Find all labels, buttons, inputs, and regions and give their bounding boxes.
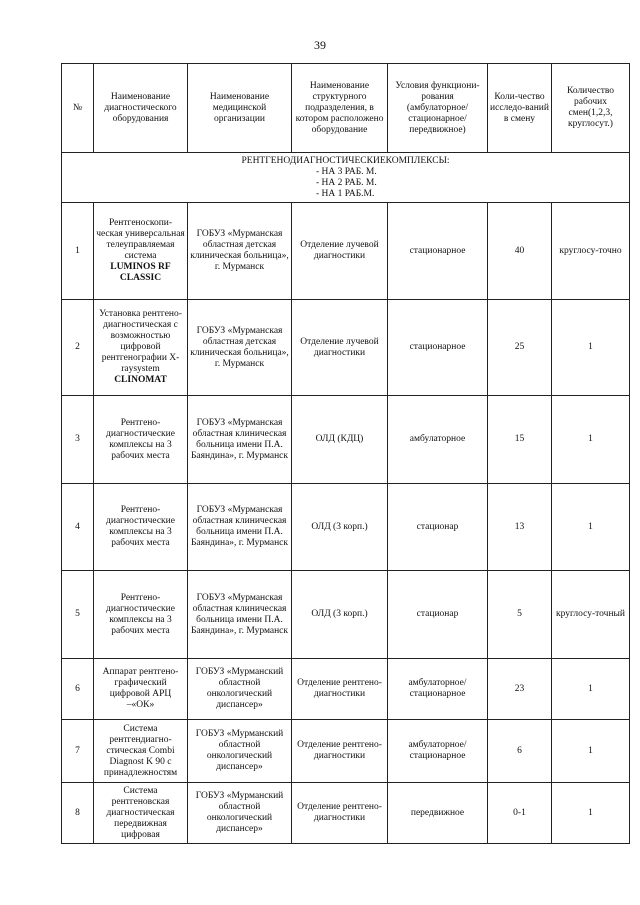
cell-org: ГОБУЗ «Мурманский областной онкологический диспансер»: [188, 783, 292, 844]
table-row: [62, 659, 630, 720]
header-row: [62, 64, 630, 153]
section-line: - НА 2 РАБ. М.: [316, 177, 377, 188]
cell-conditions: стационарное: [388, 203, 488, 300]
cell-conditions: стационарное: [388, 300, 488, 396]
equipment-name: Рентгено-диагностические комплексы на 3 рабочих места: [106, 417, 175, 461]
header-equipment: Наименование диагностического оборудования: [94, 64, 188, 153]
cell-department: ОЛД (3 корп.): [292, 571, 388, 659]
cell-conditions: передвижное: [388, 783, 488, 844]
cell-shifts: 1: [552, 720, 630, 783]
cell-count: 13: [488, 484, 552, 571]
cell-equipment: [94, 571, 188, 659]
equipment-name: Рентгеноскопи-ческая универсальная телеуправляемая система: [96, 218, 185, 261]
cell-org: ГОБУЗ «Мурманская областная клиническая больница имени П.А. Баяндина», г. Мурманск: [188, 484, 292, 571]
cell-department: Отделение лучевой диагностики: [292, 300, 388, 396]
cell-equipment: [94, 484, 188, 571]
cell-conditions: амбулаторное/ стационарное: [388, 659, 488, 720]
cell-shifts: 1: [552, 484, 630, 571]
cell-shifts: 1: [552, 659, 630, 720]
section-line: - НА 3 РАБ. М.: [316, 166, 377, 177]
cell-org: ГОБУЗ «Мурманский областной онкологический диспансер»: [188, 659, 292, 720]
cell-count: 5: [488, 571, 552, 659]
cell-shifts: 1: [552, 300, 630, 396]
cell-conditions: стационар: [388, 571, 488, 659]
cell-org: ГОБУЗ «Мурманская областная клиническая больница имени П.А. Баяндина», г. Мурманск: [188, 571, 292, 659]
equipment-name: Система рентгендиагно-стическая Combi Diagnost K 90 с принадлежностям: [103, 723, 178, 778]
equipment-name: Рентгено-диагностические комплексы на 3 рабочих места: [106, 505, 175, 548]
cell-conditions: амбулаторное: [388, 396, 488, 484]
cell-count: 0-1: [488, 783, 552, 844]
page-number: 39: [314, 38, 326, 52]
section-title: РЕНТГЕНОДИАГНОСТИЧЕСКИЕКОМПЛЕКСЫ:: [241, 155, 450, 166]
cell-shifts: круглосу-точный: [552, 571, 630, 659]
cell-equipment: [94, 720, 188, 783]
header-num: №: [62, 64, 94, 153]
cell-org: ГОБУЗ «Мурманский областной онкологический диспансер»: [188, 720, 292, 783]
equipment-name: Система рентгеновская диагностическая передвижная цифровая: [106, 785, 175, 840]
cell-num: 3: [62, 396, 94, 484]
cell-shifts: 1: [552, 783, 630, 844]
table-row: [62, 484, 630, 571]
cell-conditions: амбулаторное/ стационарное: [388, 720, 488, 783]
header-count: Коли-чество исследо-ваний в смену: [488, 64, 552, 153]
header-org: Наименование медицинской организации: [188, 64, 292, 153]
cell-equipment: [94, 659, 188, 720]
table-row: [62, 571, 630, 659]
cell-num: 8: [62, 783, 94, 844]
cell-org: ГОБУЗ «Мурманская областная детская клиническая больница», г. Мурманск: [188, 300, 292, 396]
equipment-model: CLINOMAT: [114, 375, 167, 385]
header-conditions: Условия функциони-рования (амбулаторное/ стационарное/ передвижное): [388, 64, 488, 153]
table-row: [62, 720, 630, 783]
section-cell: [62, 153, 630, 203]
cell-equipment: [94, 300, 188, 396]
cell-department: Отделение рентгено-диагностики: [292, 783, 388, 844]
cell-conditions: стационар: [388, 484, 488, 571]
equipment-model: LUMINOS RF CLASSIC: [110, 262, 171, 283]
cell-equipment: [94, 783, 188, 844]
cell-equipment: [94, 396, 188, 484]
cell-department: Отделение лучевой диагностики: [292, 203, 388, 300]
cell-count: 6: [488, 720, 552, 783]
cell-org: ГОБУЗ «Мурманская областная детская клиническая больница», г. Мурманск: [188, 203, 292, 300]
cell-department: Отделение рентгено-диагностики: [292, 659, 388, 720]
table-row: [62, 300, 630, 396]
table-row: [62, 203, 630, 300]
header-shifts: Количество рабочих смен(1,2,3, круглосут.): [552, 64, 630, 153]
table-row: [62, 783, 630, 844]
cell-num: 2: [62, 300, 94, 396]
equipment-name: Установка рентгено-диагностическая с возможностью цифровой рентгенографии X-raysystem: [99, 309, 182, 374]
cell-num: 6: [62, 659, 94, 720]
cell-count: 25: [488, 300, 552, 396]
cell-num: 7: [62, 720, 94, 783]
cell-department: Отделение рентгено-диагностики: [292, 720, 388, 783]
cell-org: ГОБУЗ «Мурманская областная клиническая больница имени П.А. Баяндина», г. Мурманск: [188, 396, 292, 484]
cell-count: 23: [488, 659, 552, 720]
cell-count: 40: [488, 203, 552, 300]
cell-num: 1: [62, 203, 94, 300]
equipment-name: Рентгено-диагностические комплексы на 3 рабочих места: [106, 592, 175, 636]
section-line: - НА 1 РАБ.М.: [316, 188, 375, 199]
cell-num: 5: [62, 571, 94, 659]
section-row: [62, 153, 630, 203]
header-department: Наименование структурного подразделения, в котором расположено оборудование: [292, 64, 388, 153]
cell-equipment: [94, 203, 188, 300]
cell-num: 4: [62, 484, 94, 571]
equipment-table: [61, 63, 630, 844]
equipment-name: Аппарат рентгено-графический цифровой АРЦ –«ОК»: [102, 667, 179, 710]
table-row: [62, 396, 630, 484]
cell-department: ОЛД (КДЦ): [292, 396, 388, 484]
cell-shifts: 1: [552, 396, 630, 484]
cell-shifts: круглосу-точно: [552, 203, 630, 300]
cell-count: 15: [488, 396, 552, 484]
cell-department: ОЛД (3 корп.): [292, 484, 388, 571]
